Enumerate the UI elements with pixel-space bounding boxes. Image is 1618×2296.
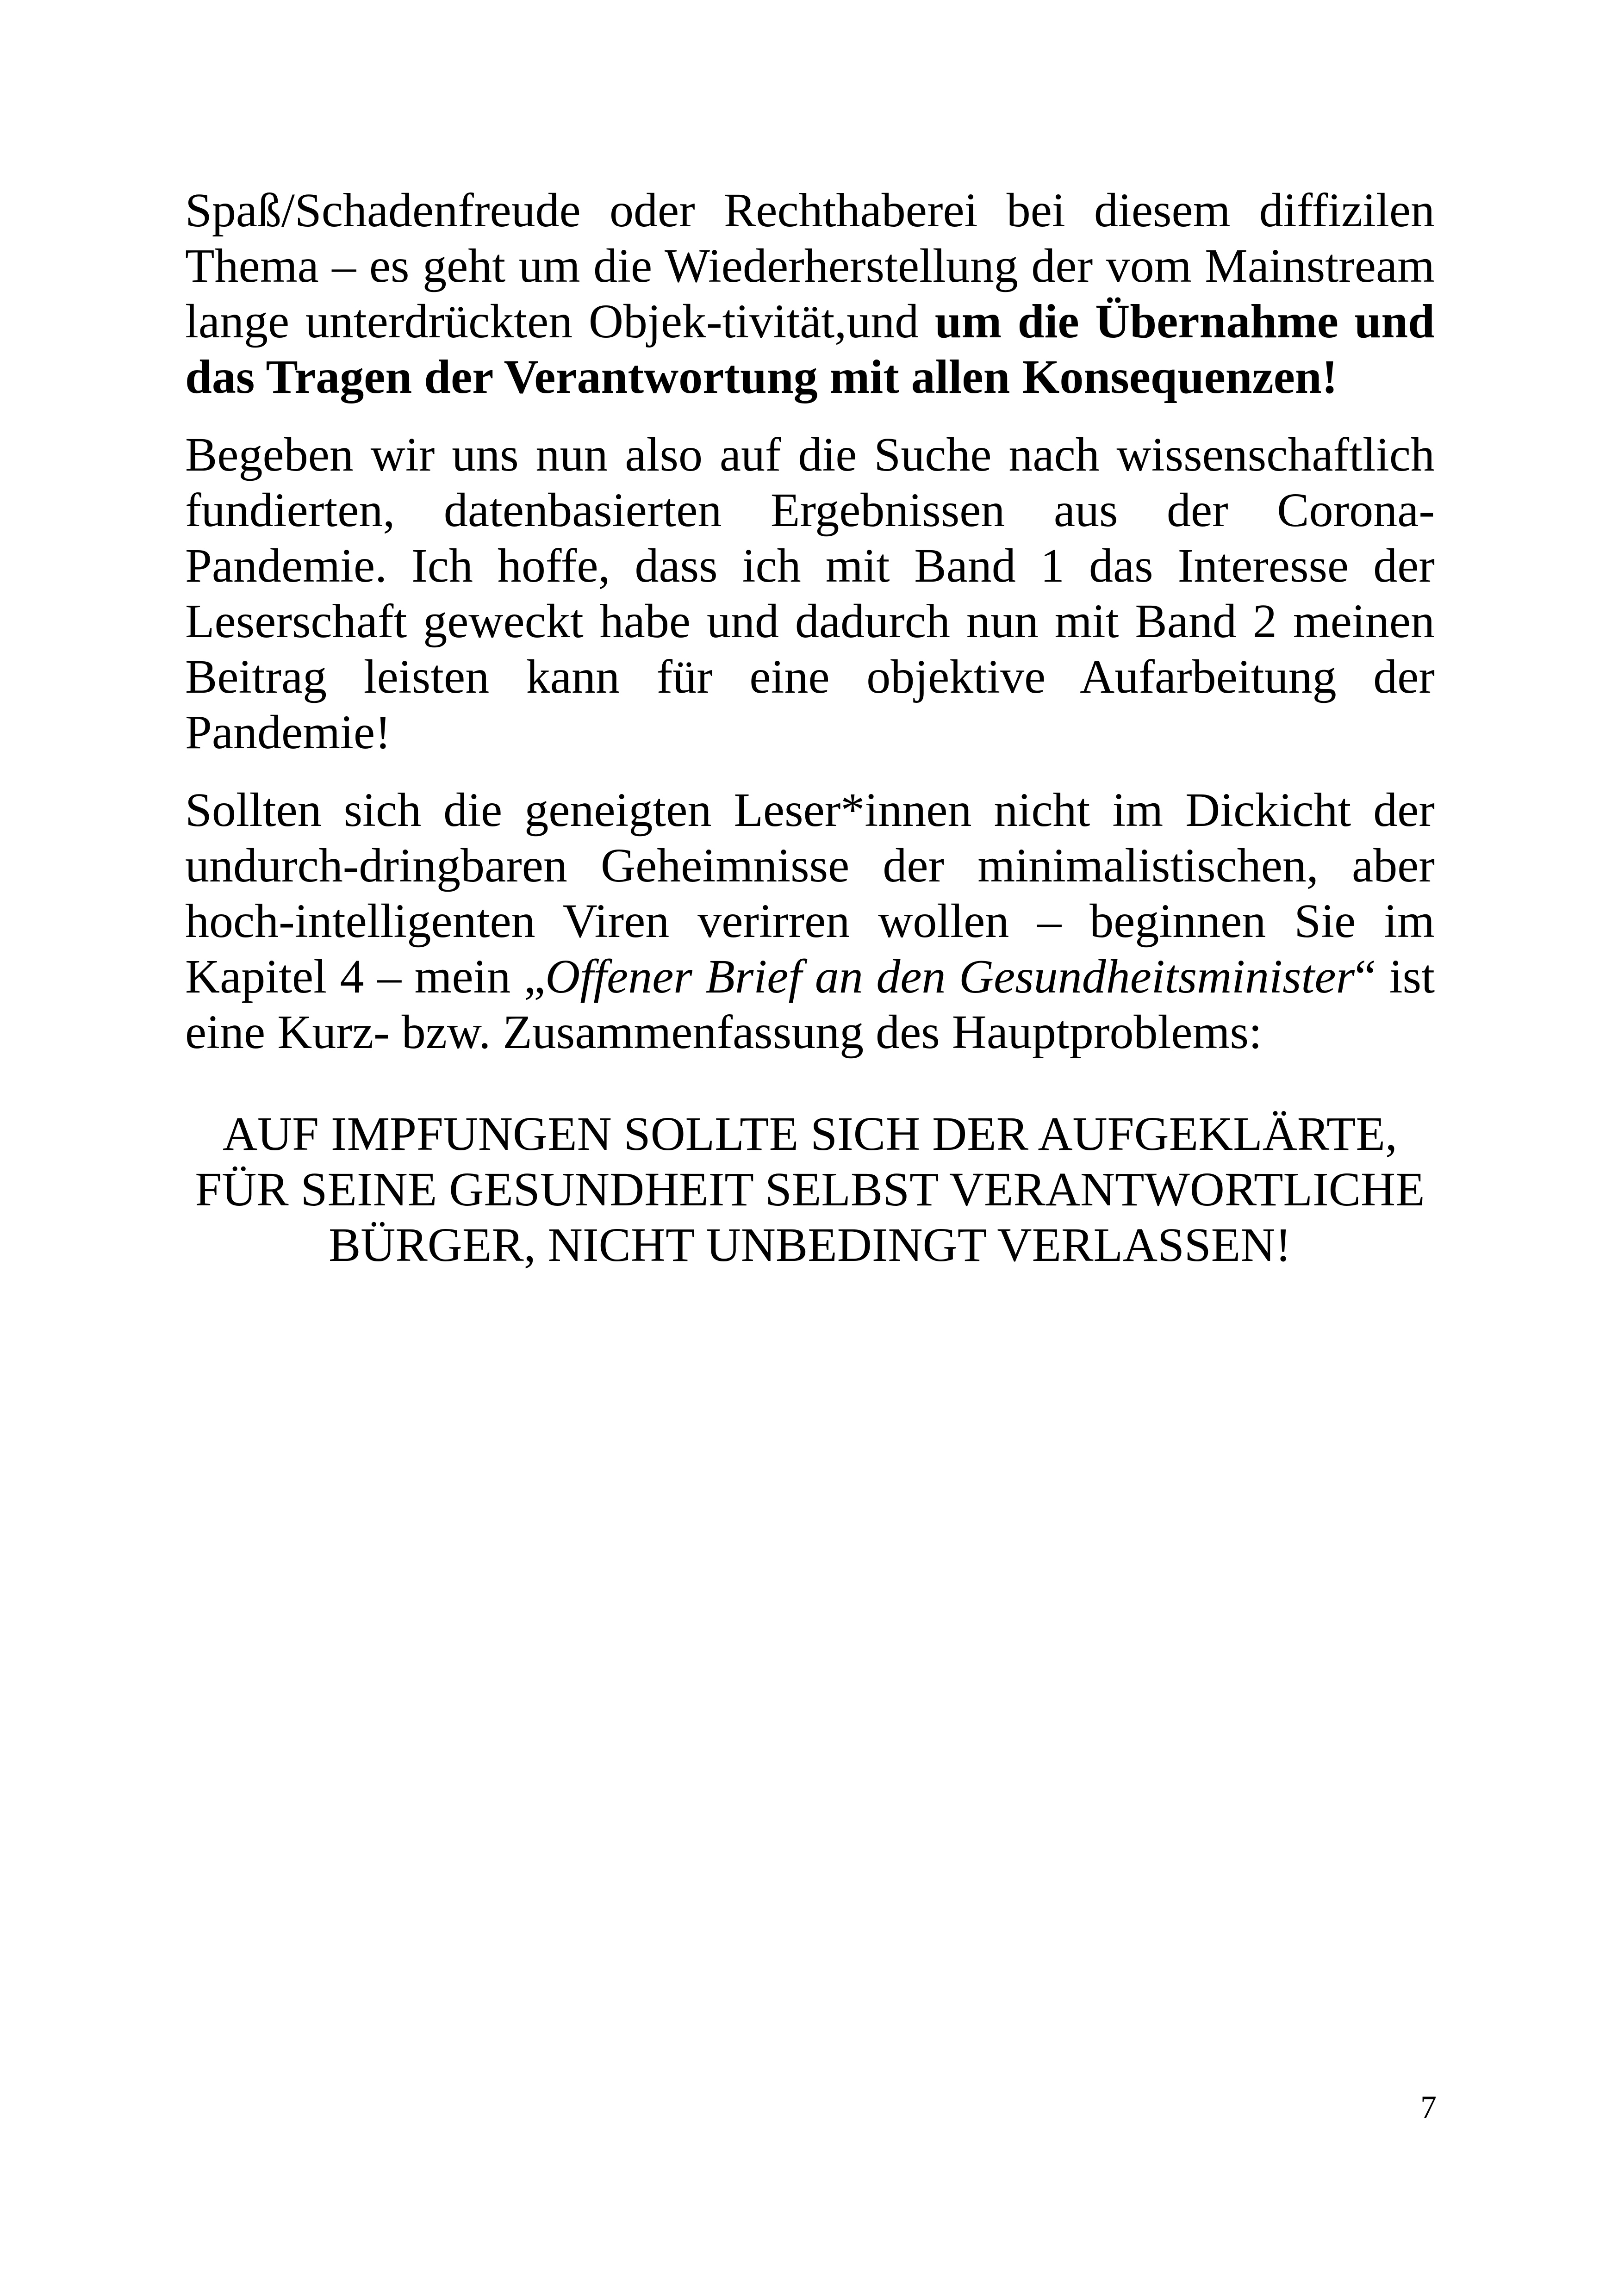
paragraph-1-bold-text: um die Übernahme und das Tragen der Verantwortung mit allen Konsequenzen! — [185, 295, 1435, 403]
callout-statement — [185, 1106, 1435, 1273]
paragraph-2-text: Begeben wir uns nun also auf die Suche nach wissenschaftlich fundierten, datenbasierten Ergebnissen aus der Corona-Pandemie. Ich hoffe, dass ich mit Band 1 das Interesse der Leserschaft geweckt habe und dadurch nun mit Band 2 meinen Beitrag leisten kann für eine objektive Aufarbeitung der Pandemie! — [185, 428, 1435, 759]
page-number: 7 — [1420, 2090, 1437, 2125]
paragraph-3-text-after: “ ist eine Kurz- bzw. Zusammenfassung des Hauptproblems: — [185, 950, 1435, 1059]
callout-line-1: AUF IMPFUNGEN SOLLTE SICH DER AUFGEKLÄRTE, — [222, 1107, 1398, 1160]
paragraph-1-text: Spaß/Schadenfreude oder Rechthaberei bei diesem diffizilen Thema – es geht um die Wiederherstellung der vom Mainstream lange unterdrückten Objek-tivität,und — [185, 184, 1435, 348]
paragraph-3-italic-title: Offener Brief an den Gesundheitsminister — [545, 950, 1355, 1003]
paragraph-3-text-before: Sollten sich die geneigten Leser*innen nicht im Dickicht der undurch-dringbaren Geheimnisse der minimalistischen, aber hoch-intelligenten Viren verirren wollen – beginnen Sie im Kapitel 4 – mein „ — [185, 783, 1435, 1003]
page-body — [185, 183, 1435, 1273]
callout-line-2: FÜR SEINE GESUNDHEIT SELBST VERANTWORTLICHE — [195, 1163, 1425, 1216]
paragraph-2 — [185, 427, 1435, 760]
paragraph-1 — [185, 183, 1435, 405]
paragraph-3 — [185, 782, 1435, 1060]
callout-line-3: BÜRGER, NICHT UNBEDINGT VERLASSEN! — [328, 1218, 1292, 1272]
